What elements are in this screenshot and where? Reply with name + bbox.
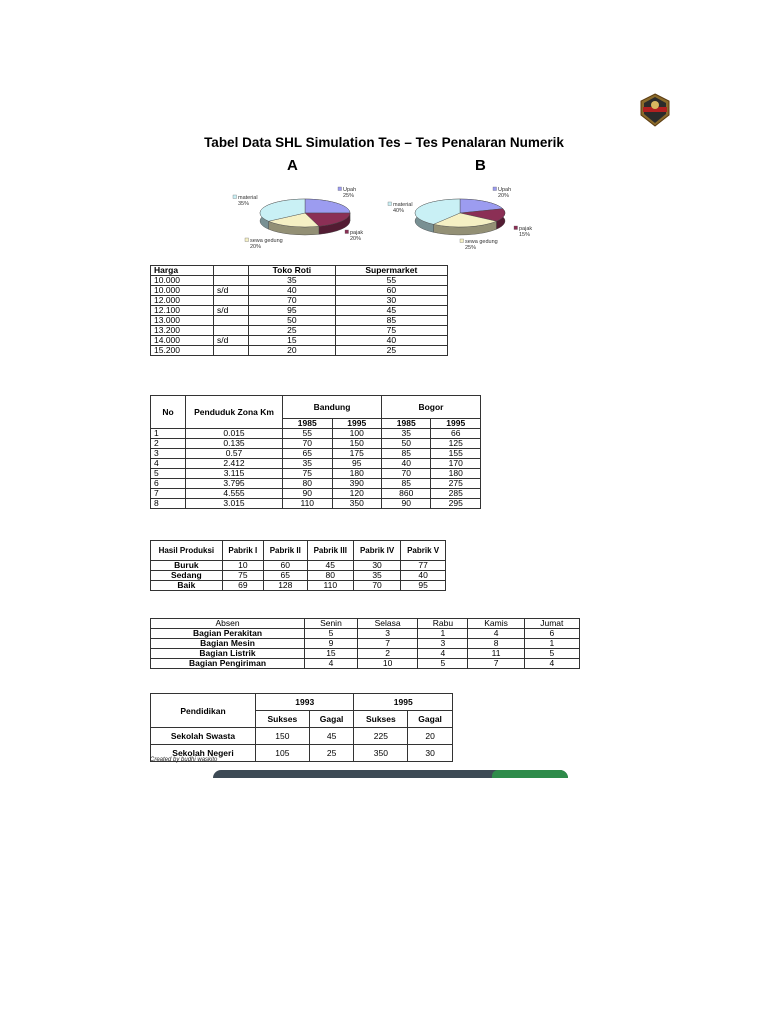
- table-cell: 180: [332, 469, 381, 479]
- header-cell: Harga: [151, 266, 214, 276]
- header-cell: 1985: [283, 419, 332, 429]
- table-cell: 25: [335, 346, 447, 356]
- table-row: [151, 296, 448, 306]
- header-cell: 1995: [332, 419, 381, 429]
- table-cell: 69: [222, 581, 263, 591]
- table-cell: 1: [418, 629, 468, 639]
- header-cell: [214, 266, 249, 276]
- header-cell: Penduduk Zona Km: [186, 396, 283, 429]
- table-cell: 10.000: [151, 276, 214, 286]
- slice-percent: 20%: [350, 236, 362, 242]
- table-cell: 85: [381, 479, 430, 489]
- table-cell: 5: [305, 629, 358, 639]
- table-row: [151, 571, 446, 581]
- education-table: [150, 693, 453, 762]
- table-cell: 7: [151, 489, 186, 499]
- table-row: [151, 489, 481, 499]
- table-cell: 2.412: [186, 459, 283, 469]
- table-cell: 70: [353, 581, 400, 591]
- table-cell: 70: [283, 439, 332, 449]
- table-cell: 2: [151, 439, 186, 449]
- header-cell: Sukses: [256, 711, 310, 728]
- table-cell: 40: [381, 459, 430, 469]
- table-cell: 150: [332, 439, 381, 449]
- slice-label: pajak: [350, 230, 364, 236]
- legend-swatch: [460, 239, 464, 243]
- header-cell: Gagal: [309, 711, 354, 728]
- price-table: [150, 265, 448, 356]
- header-cell: Absen: [151, 619, 305, 629]
- legend-swatch: [233, 195, 237, 199]
- table-row: [151, 459, 481, 469]
- table-cell: 60: [335, 286, 447, 296]
- header-cell: Senin: [305, 619, 358, 629]
- table-cell: 350: [354, 745, 408, 762]
- table-header-row: [151, 396, 481, 419]
- table-cell: 90: [283, 489, 332, 499]
- bottom-action-button[interactable]: [492, 770, 568, 778]
- table-cell: 110: [283, 499, 332, 509]
- table-cell: 3: [418, 639, 468, 649]
- table-cell: 8: [468, 639, 524, 649]
- table-cell: 25: [249, 326, 336, 336]
- table-cell: [214, 326, 249, 336]
- table-cell: 90: [381, 499, 430, 509]
- header-cell: 1993: [256, 694, 354, 711]
- header-cell: Pabrik III: [307, 541, 353, 561]
- table-cell: 15.200: [151, 346, 214, 356]
- table-header-row: [151, 541, 446, 561]
- table-cell: 4: [151, 459, 186, 469]
- legend-swatch: [345, 230, 349, 234]
- table-cell: 3: [357, 629, 418, 639]
- table-cell: 14.000: [151, 336, 214, 346]
- table-cell: 105: [256, 745, 310, 762]
- table-cell: 66: [431, 429, 481, 439]
- pie-chart-a: [230, 180, 380, 255]
- table-cell: 3.015: [186, 499, 283, 509]
- slice-label: material: [393, 202, 413, 208]
- table-cell: 65: [283, 449, 332, 459]
- header-cell: Kamis: [468, 619, 524, 629]
- table-cell: 95: [249, 306, 336, 316]
- table-cell: s/d: [214, 306, 249, 316]
- table-cell: 40: [335, 336, 447, 346]
- slice-percent: 25%: [465, 245, 477, 251]
- table-row: [151, 336, 448, 346]
- table-cell: 6: [524, 629, 579, 639]
- legend-swatch: [514, 226, 518, 230]
- pie-slice-upah: [305, 199, 350, 213]
- header-cell: Pabrik I: [222, 541, 263, 561]
- table-cell: 95: [401, 581, 446, 591]
- table-cell: 11: [468, 649, 524, 659]
- table-cell: 295: [431, 499, 481, 509]
- population-table: [150, 395, 481, 509]
- header-cell: Toko Roti: [249, 266, 336, 276]
- table-cell: 77: [401, 561, 446, 571]
- table-cell: 3: [151, 449, 186, 459]
- table-cell: 80: [307, 571, 353, 581]
- table-row: [151, 276, 448, 286]
- header-cell: Gagal: [408, 711, 453, 728]
- table-row: [151, 439, 481, 449]
- table-row: [151, 286, 448, 296]
- slice-label: sewa gedung: [465, 239, 498, 245]
- table-cell: 45: [335, 306, 447, 316]
- table-cell: 12.100: [151, 306, 214, 316]
- table-cell: 50: [381, 439, 430, 449]
- table-cell: 95: [332, 459, 381, 469]
- table-cell: 75: [283, 469, 332, 479]
- slice-percent: 40%: [393, 208, 405, 214]
- table-cell: 3.115: [186, 469, 283, 479]
- slice-label: Upah: [498, 187, 512, 193]
- table-cell: 12.000: [151, 296, 214, 306]
- table-row: [151, 728, 453, 745]
- table-cell: 5: [151, 469, 186, 479]
- table-cell: [214, 296, 249, 306]
- table-cell: 175: [332, 449, 381, 459]
- table-cell: 860: [381, 489, 430, 499]
- table-cell: Sekolah Negeri: [151, 745, 256, 762]
- table-row: [151, 629, 580, 639]
- table-cell: 30: [408, 745, 453, 762]
- table-cell: 25: [309, 745, 354, 762]
- table-cell: 85: [381, 449, 430, 459]
- header-cell: Pabrik IV: [353, 541, 400, 561]
- header-cell: Pabrik V: [401, 541, 446, 561]
- emblem-logo: [638, 93, 672, 127]
- table-cell: Baik: [151, 581, 223, 591]
- table-cell: 110: [307, 581, 353, 591]
- slice-percent: 20%: [250, 244, 262, 250]
- table-row: [151, 429, 481, 439]
- table-cell: 45: [309, 728, 354, 745]
- production-table: [150, 540, 446, 591]
- table-cell: 5: [418, 659, 468, 669]
- table-cell: 225: [354, 728, 408, 745]
- table-cell: 20: [249, 346, 336, 356]
- table-cell: 2: [357, 649, 418, 659]
- table-cell: Bagian Perakitan: [151, 629, 305, 639]
- table-row: [151, 561, 446, 571]
- table-cell: 4: [468, 629, 524, 639]
- legend-swatch: [493, 187, 497, 191]
- slice-label: Upah: [343, 187, 357, 193]
- table-header-row: [151, 694, 453, 711]
- table-cell: 55: [335, 276, 447, 286]
- slice-percent: 15%: [519, 232, 531, 238]
- table-cell: [214, 346, 249, 356]
- legend-swatch: [245, 238, 249, 242]
- table-cell: 8: [151, 499, 186, 509]
- table-cell: 9: [305, 639, 358, 649]
- table-cell: 1: [151, 429, 186, 439]
- table-cell: Bagian Listrik: [151, 649, 305, 659]
- table-cell: 0.015: [186, 429, 283, 439]
- table-cell: 45: [307, 561, 353, 571]
- table-cell: 3.795: [186, 479, 283, 489]
- table-row: [151, 316, 448, 326]
- table-row: [151, 639, 580, 649]
- header-cell: Hasil Produksi: [151, 541, 223, 561]
- slice-percent: 25%: [343, 193, 355, 199]
- table-cell: 6: [151, 479, 186, 489]
- header-cell: Bogor: [381, 396, 480, 419]
- table-row: [151, 306, 448, 316]
- slice-label: material: [238, 195, 258, 201]
- table-cell: s/d: [214, 336, 249, 346]
- table-cell: 30: [335, 296, 447, 306]
- table-cell: 125: [431, 439, 481, 449]
- table-cell: 100: [332, 429, 381, 439]
- page-title: Tabel Data SHL Simulation Tes – Tes Penalaran Numerik: [204, 135, 564, 150]
- table-cell: 0.135: [186, 439, 283, 449]
- credit-text: Created by budhi waskito: [150, 757, 218, 763]
- legend-swatch: [388, 202, 392, 206]
- chart-a-label: A: [287, 157, 298, 174]
- header-cell: No: [151, 396, 186, 429]
- table-header-row: [151, 619, 580, 629]
- header-cell: Pendidikan: [151, 694, 256, 728]
- table-row: [151, 479, 481, 489]
- table-cell: 4: [418, 649, 468, 659]
- table-row: [151, 499, 481, 509]
- table-cell: 30: [353, 561, 400, 571]
- slice-percent: 35%: [238, 201, 250, 207]
- table-cell: 4: [524, 659, 579, 669]
- table-cell: Sedang: [151, 571, 223, 581]
- table-cell: 85: [335, 316, 447, 326]
- table-cell: 35: [381, 429, 430, 439]
- table-row: [151, 346, 448, 356]
- legend-swatch: [338, 187, 342, 191]
- table-cell: 13.200: [151, 326, 214, 336]
- table-cell: Bagian Mesin: [151, 639, 305, 649]
- header-cell: Rabu: [418, 619, 468, 629]
- table-cell: 10.000: [151, 286, 214, 296]
- table-cell: 170: [431, 459, 481, 469]
- table-cell: 35: [283, 459, 332, 469]
- header-cell: Supermarket: [335, 266, 447, 276]
- table-cell: Sekolah Swasta: [151, 728, 256, 745]
- table-cell: 0.57: [186, 449, 283, 459]
- table-cell: 155: [431, 449, 481, 459]
- header-cell: 1985: [381, 419, 430, 429]
- pie-chart-b: [385, 180, 535, 255]
- table-row: [151, 326, 448, 336]
- table-row: [151, 581, 446, 591]
- table-cell: 120: [332, 489, 381, 499]
- absence-table: [150, 618, 580, 669]
- table-cell: 275: [431, 479, 481, 489]
- table-cell: 15: [249, 336, 336, 346]
- table-row: [151, 469, 481, 479]
- table-cell: 50: [249, 316, 336, 326]
- table-row: [151, 659, 580, 669]
- table-cell: 350: [332, 499, 381, 509]
- table-cell: 10: [222, 561, 263, 571]
- table-cell: 35: [249, 276, 336, 286]
- table-cell: Bagian Pengiriman: [151, 659, 305, 669]
- table-cell: Buruk: [151, 561, 223, 571]
- header-cell: Pabrik II: [263, 541, 307, 561]
- header-cell: 1995: [354, 694, 453, 711]
- table-cell: 4: [305, 659, 358, 669]
- table-cell: s/d: [214, 286, 249, 296]
- table-cell: 10: [357, 659, 418, 669]
- table-cell: 75: [222, 571, 263, 581]
- header-cell: Sukses: [354, 711, 408, 728]
- table-cell: 35: [353, 571, 400, 581]
- table-row: [151, 649, 580, 659]
- table-cell: 65: [263, 571, 307, 581]
- table-cell: 285: [431, 489, 481, 499]
- header-cell: Jumat: [524, 619, 579, 629]
- header-cell: 1995: [431, 419, 481, 429]
- table-cell: 390: [332, 479, 381, 489]
- slice-label: sewa gedung: [250, 238, 283, 244]
- table-cell: 70: [249, 296, 336, 306]
- header-cell: Selasa: [357, 619, 418, 629]
- table-cell: 7: [468, 659, 524, 669]
- table-cell: 5: [524, 649, 579, 659]
- table-cell: 40: [249, 286, 336, 296]
- table-cell: [214, 316, 249, 326]
- header-cell: Bandung: [283, 396, 382, 419]
- table-cell: [214, 276, 249, 286]
- table-cell: 20: [408, 728, 453, 745]
- slice-label: pajak: [519, 226, 533, 232]
- table-cell: 150: [256, 728, 310, 745]
- table-cell: 15: [305, 649, 358, 659]
- table-cell: 4.555: [186, 489, 283, 499]
- table-cell: 40: [401, 571, 446, 581]
- chart-b-label: B: [475, 157, 486, 174]
- table-cell: 80: [283, 479, 332, 489]
- slice-percent: 20%: [498, 193, 510, 199]
- table-cell: 55: [283, 429, 332, 439]
- table-cell: 1: [524, 639, 579, 649]
- table-cell: 180: [431, 469, 481, 479]
- table-cell: 75: [335, 326, 447, 336]
- table-cell: 60: [263, 561, 307, 571]
- table-cell: 70: [381, 469, 430, 479]
- table-header-row: [151, 266, 448, 276]
- table-cell: 7: [357, 639, 418, 649]
- table-cell: 128: [263, 581, 307, 591]
- table-row: [151, 449, 481, 459]
- table-cell: 13.000: [151, 316, 214, 326]
